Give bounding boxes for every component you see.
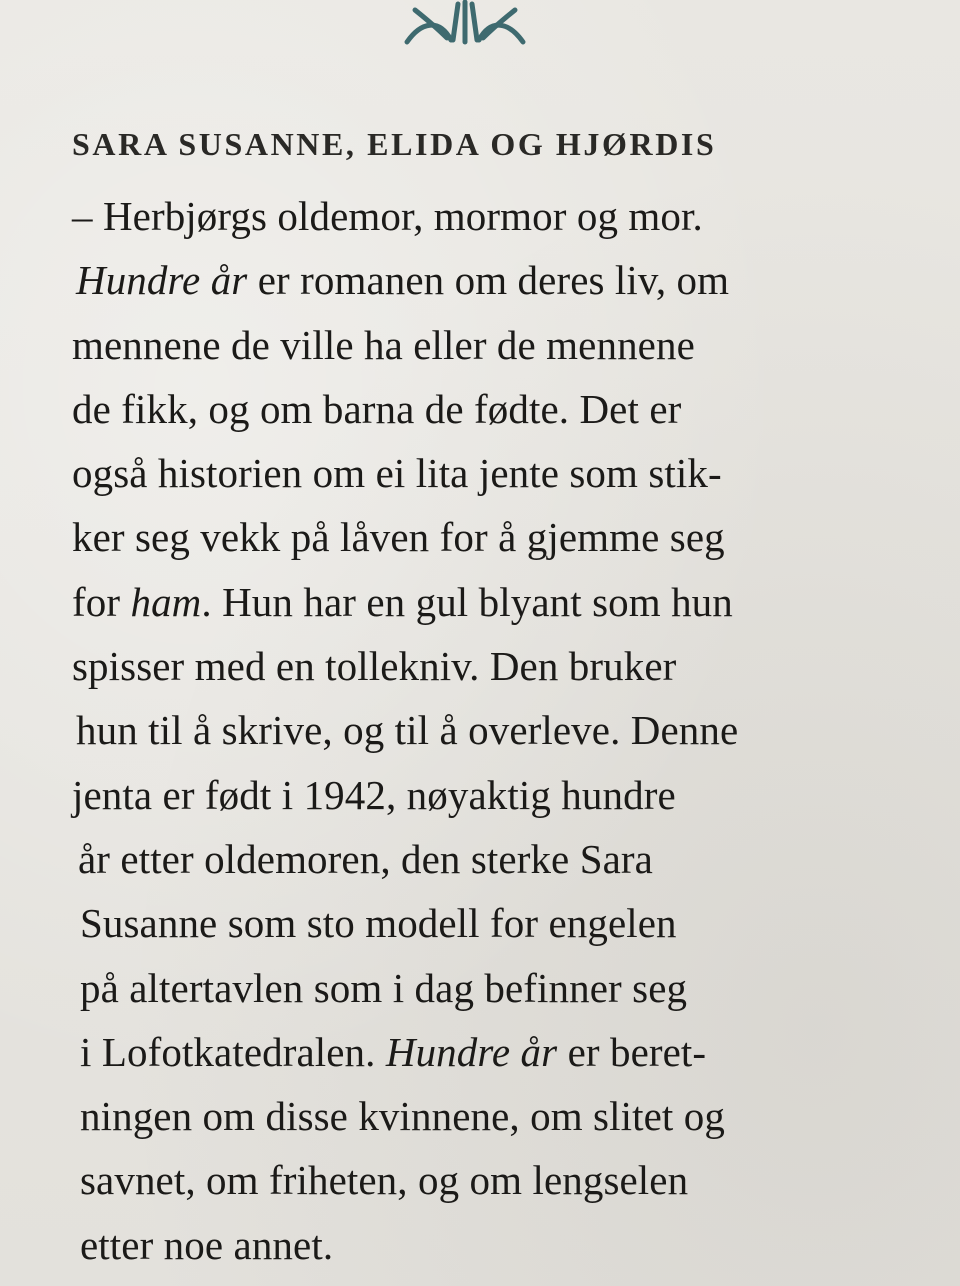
text-line: ker seg vekk på låven for å gjemme seg [72,514,725,561]
text-line: også historien om ei lita jente som stik- [72,450,722,497]
text-line: Susanne som sto modell for engelen [80,900,677,947]
body-text [72,184,932,1277]
text-line: – Herbjørgs oldemor, mormor og mor. [72,193,703,239]
text-line: for ham. Hun har en gul blyant som hun [72,578,733,625]
page-heading: SARA SUSANNE, ELIDA OG HJØRDIS [72,126,717,162]
text-line: år etter oldemoren, den sterke Sara [78,835,653,882]
text-line: hun til å skrive, og til å overleve. Denne [76,707,739,754]
text-line: savnet, om friheten, og om lengselen [80,1157,689,1204]
text-line: spisser med en tollekniv. Den bruker [72,643,677,690]
text-line: mennene de ville ha eller de mennene [72,321,695,368]
text-line: jenta er født i 1942, nøyaktig hundre [72,771,676,818]
leaf-flourish-icon [395,0,535,52]
text-line: ningen om disse kvinnene, om slitet og [80,1093,725,1140]
text-line: etter noe annet. [80,1221,334,1268]
text-line: Hundre år er romanen om deres liv, om [76,257,730,304]
text-line: de fikk, og om barna de fødte. Det er [72,385,682,432]
text-line: i Lofotkatedralen. Hundre år er beret- [80,1028,707,1075]
text-line: på altertavlen som i dag befinner seg [80,964,688,1011]
